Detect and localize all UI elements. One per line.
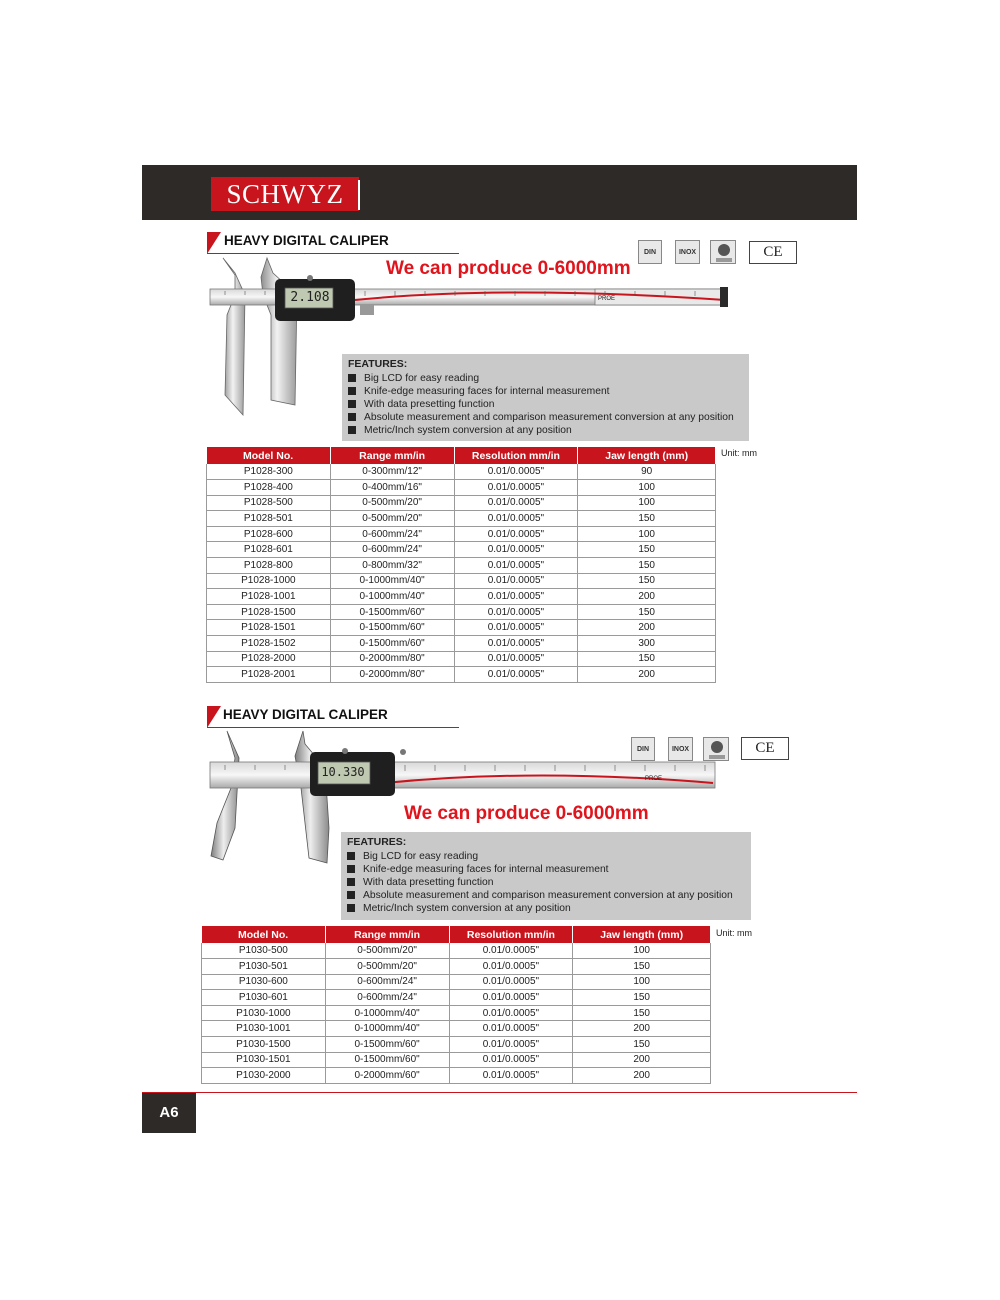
bullet-icon [347, 891, 355, 899]
column-header: Jaw length (mm) [573, 926, 711, 943]
table-cell: P1028-1500 [207, 604, 331, 620]
bullet-icon [348, 387, 356, 395]
table-cell: 0.01/0.0005" [449, 959, 573, 975]
spec-table [201, 926, 711, 1084]
brand-divider [358, 180, 360, 210]
table-cell: 0-1000mm/40" [325, 1005, 449, 1021]
table-cell: 0-500mm/20" [325, 959, 449, 975]
table-cell: 0.01/0.0005" [449, 1037, 573, 1053]
table-cell: 150 [578, 651, 716, 667]
table-cell: 150 [573, 1037, 711, 1053]
table-cell: 150 [578, 558, 716, 574]
table-cell: P1028-300 [207, 464, 331, 480]
table-cell: 0-300mm/12" [330, 464, 454, 480]
table-cell: 0-1000mm/40" [330, 573, 454, 589]
table-cell: 0-2000mm/60" [325, 1068, 449, 1084]
table-cell: P1028-800 [207, 558, 331, 574]
bullet-icon [347, 865, 355, 873]
table-cell: 0.01/0.0005" [449, 1052, 573, 1068]
table-cell: P1028-500 [207, 495, 331, 511]
section-marker [207, 706, 221, 728]
bullet-icon [348, 426, 356, 434]
bullet-icon [347, 852, 355, 860]
feature-item: Big LCD for easy reading [347, 850, 745, 863]
table-cell: P1028-1001 [207, 589, 331, 605]
table-cell: 0-600mm/24" [325, 974, 449, 990]
unit-label: Unit: mm [721, 448, 757, 458]
table-cell: 200 [573, 1021, 711, 1037]
table-row [202, 1068, 711, 1084]
table-cell: 200 [578, 620, 716, 636]
bullet-icon [347, 904, 355, 912]
features-box [342, 354, 749, 441]
table-row [207, 558, 716, 574]
table-cell: 150 [578, 604, 716, 620]
table-cell: 0-1500mm/60" [330, 620, 454, 636]
table-cell: 0.01/0.0005" [454, 604, 578, 620]
section-title: HEAVY DIGITAL CALIPER [224, 233, 389, 248]
table-row [202, 943, 711, 959]
table-row [202, 1052, 711, 1068]
feature-item: Absolute measurement and comparison measurement conversion at any position [347, 889, 745, 902]
table-cell: P1028-501 [207, 511, 331, 527]
section-marker [207, 232, 221, 254]
table-row [202, 990, 711, 1006]
table-row [202, 1037, 711, 1053]
table-cell: 100 [573, 974, 711, 990]
table-cell: 0.01/0.0005" [454, 542, 578, 558]
table-cell: 0.01/0.0005" [449, 1021, 573, 1037]
din-badge: DIN [638, 240, 662, 264]
section-title: HEAVY DIGITAL CALIPER [223, 707, 388, 722]
feature-item: Big LCD for easy reading [348, 372, 743, 385]
table-cell: 150 [573, 959, 711, 975]
table-cell: 0-1500mm/60" [330, 636, 454, 652]
table-cell: 0.01/0.0005" [454, 573, 578, 589]
table-cell: 150 [578, 573, 716, 589]
features-title: FEATURES: [348, 358, 408, 370]
lcd-reading: 10.330 [321, 765, 365, 779]
caliper-brand-mark: PROE [645, 776, 663, 782]
table-cell: 0.01/0.0005" [449, 974, 573, 990]
bullet-icon [348, 413, 356, 421]
page-number: A6 [142, 1093, 196, 1133]
table-cell: 0.01/0.0005" [454, 620, 578, 636]
footer-rule [142, 1092, 857, 1093]
ce-badge: CE [741, 737, 789, 760]
table-cell: 0-600mm/24" [330, 542, 454, 558]
table-cell: P1028-1501 [207, 620, 331, 636]
table-row [207, 495, 716, 511]
table-cell: 0-600mm/24" [330, 526, 454, 542]
table-header-row [207, 447, 716, 464]
lcd-reading: 2.108 [290, 290, 330, 305]
unit-label: Unit: mm [716, 928, 752, 938]
table-cell: 0.01/0.0005" [454, 558, 578, 574]
table-cell: 200 [573, 1068, 711, 1084]
table-row [207, 511, 716, 527]
table-cell: 0-600mm/24" [325, 990, 449, 1006]
table-cell: 150 [573, 1005, 711, 1021]
table-cell: 200 [573, 1052, 711, 1068]
table-cell: 0-400mm/16" [330, 480, 454, 496]
bullet-icon [348, 374, 356, 382]
table-cell: 0.01/0.0005" [454, 526, 578, 542]
table-cell: 0.01/0.0005" [449, 1005, 573, 1021]
table-cell: P1030-601 [202, 990, 326, 1006]
table-row [207, 526, 716, 542]
table-cell: 100 [578, 495, 716, 511]
bullet-icon [348, 400, 356, 408]
table-row [207, 651, 716, 667]
column-header: Resolution mm/in [454, 447, 578, 464]
table-cell: 100 [573, 943, 711, 959]
table-cell: 150 [578, 511, 716, 527]
table-row [207, 464, 716, 480]
table-cell: 0-2000mm/80" [330, 651, 454, 667]
din-badge: DIN [631, 737, 655, 761]
table-cell: 150 [573, 990, 711, 1006]
table-cell: P1028-400 [207, 480, 331, 496]
bullet-icon [347, 878, 355, 886]
table-cell: 0-1000mm/40" [330, 589, 454, 605]
table-cell: P1030-501 [202, 959, 326, 975]
ce-badge: CE [749, 241, 797, 264]
table-cell: 90 [578, 464, 716, 480]
feature-item: With data presetting function [347, 876, 745, 889]
table-row [202, 1005, 711, 1021]
table-cell: P1030-1000 [202, 1005, 326, 1021]
table-row [202, 959, 711, 975]
table-cell: 0-500mm/20" [330, 511, 454, 527]
table-row [202, 1021, 711, 1037]
inox-badge: INOX [675, 240, 700, 264]
table-cell: P1028-600 [207, 526, 331, 542]
table-cell: 150 [578, 542, 716, 558]
table-cell: 0.01/0.0005" [454, 589, 578, 605]
section-underline [207, 253, 459, 254]
table-row [202, 974, 711, 990]
table-cell: P1030-1501 [202, 1052, 326, 1068]
table-cell: 0.01/0.0005" [454, 480, 578, 496]
column-header: Range mm/in [325, 926, 449, 943]
spec-table [206, 447, 716, 683]
table-cell: P1028-1000 [207, 573, 331, 589]
table-cell: 200 [578, 667, 716, 683]
column-header: Model No. [207, 447, 331, 464]
feature-item: Knife-edge measuring faces for internal measurement [348, 385, 743, 398]
table-cell: 0.01/0.0005" [449, 1068, 573, 1084]
inox-badge: INOX [668, 737, 693, 761]
table-cell: P1028-601 [207, 542, 331, 558]
table-cell: 0.01/0.0005" [454, 495, 578, 511]
table-row [207, 667, 716, 683]
feature-item: Knife-edge measuring faces for internal measurement [347, 863, 745, 876]
table-cell: 100 [578, 526, 716, 542]
table-cell: 0-500mm/20" [325, 943, 449, 959]
table-cell: 0-1500mm/60" [325, 1037, 449, 1053]
table-cell: P1028-1502 [207, 636, 331, 652]
feature-item: Metric/Inch system conversion at any position [348, 424, 743, 437]
caliper-brand-mark: PROE [598, 296, 616, 302]
features-box [341, 832, 751, 920]
table-row [207, 589, 716, 605]
feature-item: Absolute measurement and comparison measurement conversion at any position [348, 411, 743, 424]
table-cell: P1030-500 [202, 943, 326, 959]
table-cell: 0-2000mm/80" [330, 667, 454, 683]
table-cell: 0-800mm/32" [330, 558, 454, 574]
table-cell: 0.01/0.0005" [454, 464, 578, 480]
column-header: Model No. [202, 926, 326, 943]
table-cell: P1030-1001 [202, 1021, 326, 1037]
table-cell: P1030-2000 [202, 1068, 326, 1084]
table-cell: 0.01/0.0005" [454, 651, 578, 667]
table-cell: P1028-2000 [207, 651, 331, 667]
table-cell: 0-500mm/20" [330, 495, 454, 511]
table-row [207, 620, 716, 636]
table-cell: P1028-2001 [207, 667, 331, 683]
table-cell: 0-1500mm/60" [325, 1052, 449, 1068]
production-slogan: We can produce 0-6000mm [404, 803, 649, 824]
feature-item: With data presetting function [348, 398, 743, 411]
table-row [207, 480, 716, 496]
column-header: Range mm/in [330, 447, 454, 464]
table-cell: P1030-1500 [202, 1037, 326, 1053]
feature-item: Metric/Inch system conversion at any position [347, 902, 745, 915]
table-cell: 0.01/0.0005" [454, 636, 578, 652]
features-title: FEATURES: [347, 836, 407, 848]
table-cell: 100 [578, 480, 716, 496]
brand-logo: SCHWYZ [211, 177, 359, 211]
table-header-row [202, 926, 711, 943]
table-row [207, 636, 716, 652]
table-row [207, 542, 716, 558]
table-cell: 300 [578, 636, 716, 652]
table-cell: 200 [578, 589, 716, 605]
table-cell: P1030-600 [202, 974, 326, 990]
table-cell: 0-1500mm/60" [330, 604, 454, 620]
table-row [207, 604, 716, 620]
table-cell: 0.01/0.0005" [454, 511, 578, 527]
table-cell: 0.01/0.0005" [454, 667, 578, 683]
table-cell: 0-1000mm/40" [325, 1021, 449, 1037]
table-cell: 0.01/0.0005" [449, 943, 573, 959]
production-slogan: We can produce 0-6000mm [386, 258, 631, 279]
table-cell: 0.01/0.0005" [449, 990, 573, 1006]
column-header: Resolution mm/in [449, 926, 573, 943]
column-header: Jaw length (mm) [578, 447, 716, 464]
table-row [207, 573, 716, 589]
